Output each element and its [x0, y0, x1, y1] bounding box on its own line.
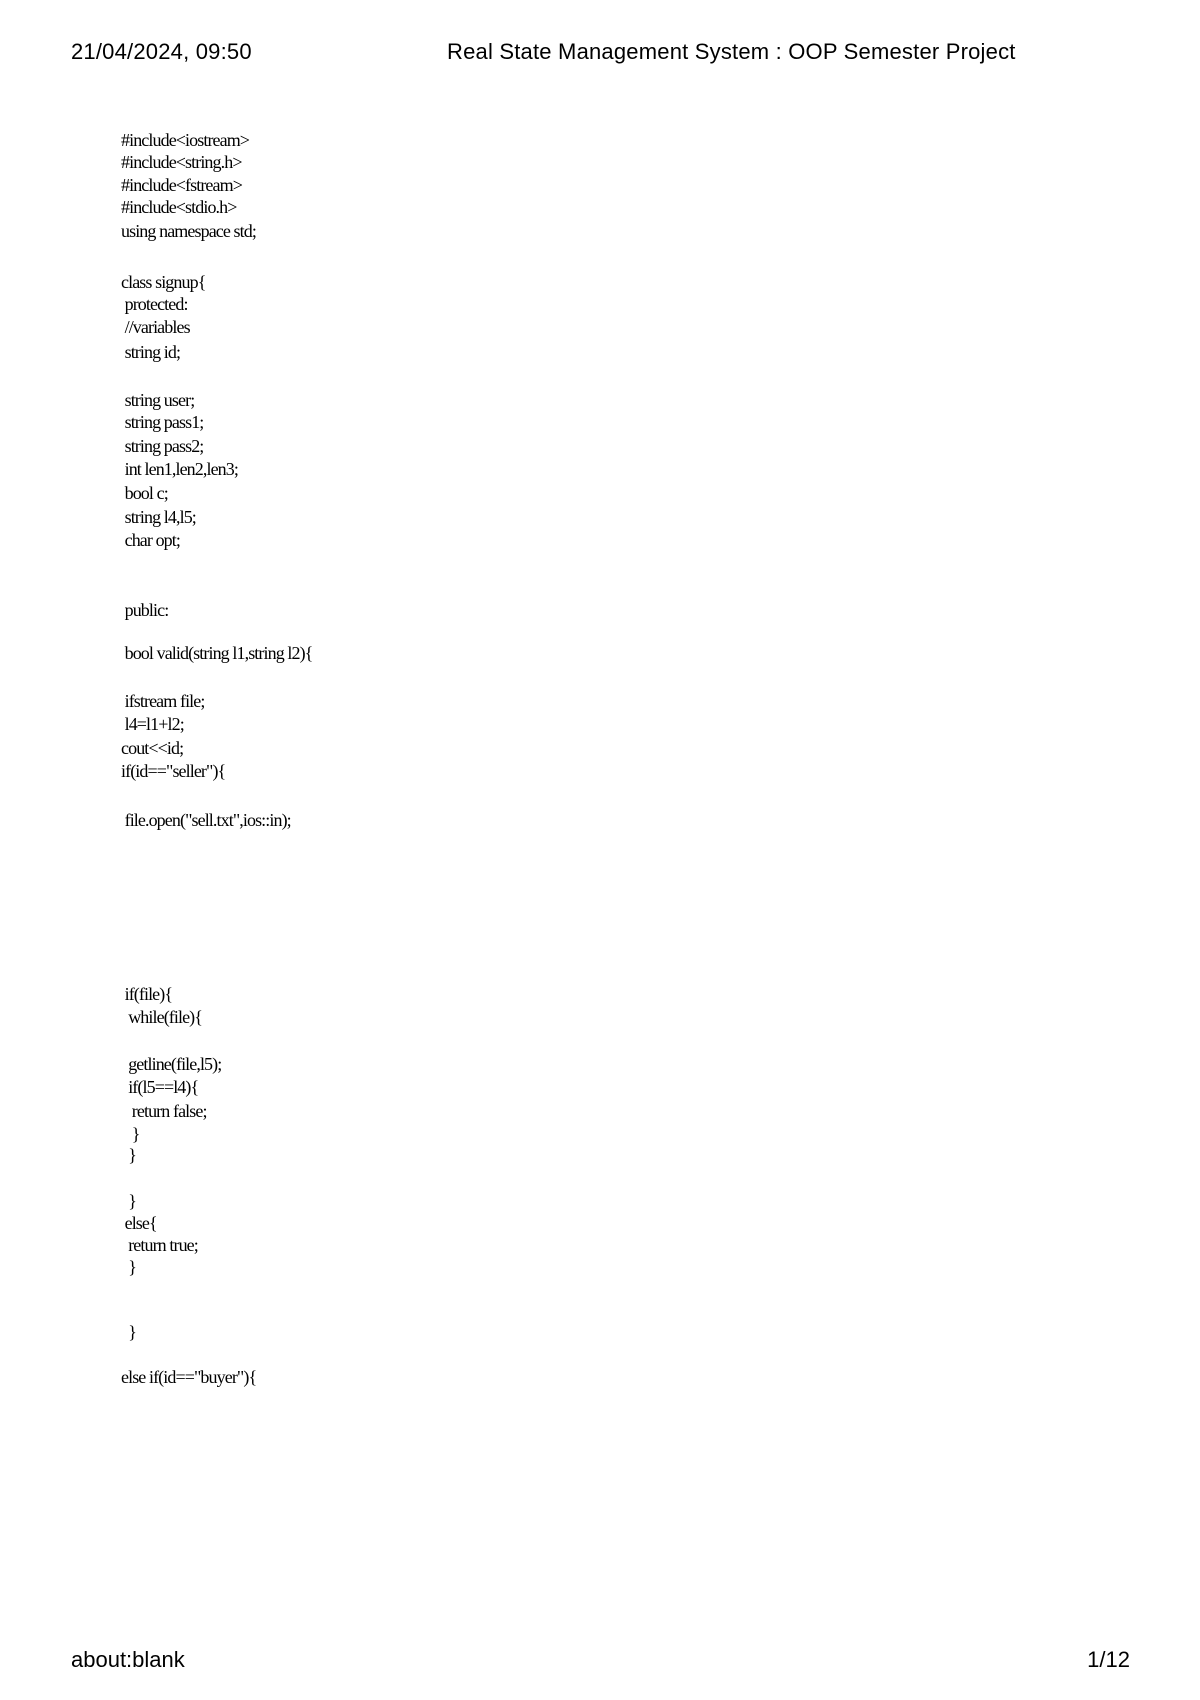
- code-line: string l4,l5;: [121, 507, 196, 527]
- code-line: }: [121, 1191, 136, 1211]
- code-line: }: [121, 1145, 136, 1165]
- code-line: else if(id=="buyer"){: [121, 1367, 257, 1387]
- code-line: using namespace std;: [121, 221, 256, 241]
- code-line: char opt;: [121, 530, 180, 550]
- code-line: string id;: [121, 342, 181, 362]
- code-line: if(file){: [121, 984, 173, 1004]
- code-line: #include<fstream>: [121, 175, 242, 195]
- code-line: file.open("sell.txt",ios::in);: [121, 810, 291, 830]
- code-line: if(id=="seller"){: [121, 761, 226, 781]
- code-line: #include<iostream>: [121, 130, 250, 150]
- page-number: 1/12: [1087, 1647, 1130, 1672]
- code-line: public:: [121, 600, 169, 620]
- code-line: string pass1;: [121, 412, 204, 432]
- code-line: string user;: [121, 390, 195, 410]
- code-line: class signup{: [121, 272, 206, 292]
- code-line: string pass2;: [121, 436, 204, 456]
- print-date: 21/04/2024, 09:50: [71, 39, 252, 64]
- code-line: cout<<id;: [121, 738, 184, 758]
- code-line: //variables: [121, 317, 190, 337]
- code-line: int len1,len2,len3;: [121, 459, 238, 479]
- code-line: l4=l1+l2;: [121, 714, 184, 734]
- code-line: while(file){: [121, 1007, 203, 1027]
- code-line: }: [121, 1322, 136, 1342]
- footer-url: about:blank: [71, 1647, 185, 1672]
- document-title: Real State Management System : OOP Semester Project: [447, 39, 1016, 64]
- code-line: #include<stdio.h>: [121, 197, 237, 217]
- code-line: getline(file,l5);: [121, 1054, 222, 1074]
- code-line: protected:: [121, 294, 188, 314]
- code-line: #include<string.h>: [121, 152, 242, 172]
- code-line: }: [121, 1257, 136, 1277]
- code-line: ifstream file;: [121, 691, 205, 711]
- code-line: return true;: [121, 1235, 198, 1255]
- code-line: bool c;: [121, 483, 168, 503]
- code-line: bool valid(string l1,string l2){: [121, 643, 313, 663]
- code-line: }: [121, 1124, 140, 1144]
- code-line: if(l5==l4){: [121, 1077, 199, 1097]
- code-line: else{: [121, 1213, 157, 1233]
- code-line: return false;: [121, 1101, 207, 1121]
